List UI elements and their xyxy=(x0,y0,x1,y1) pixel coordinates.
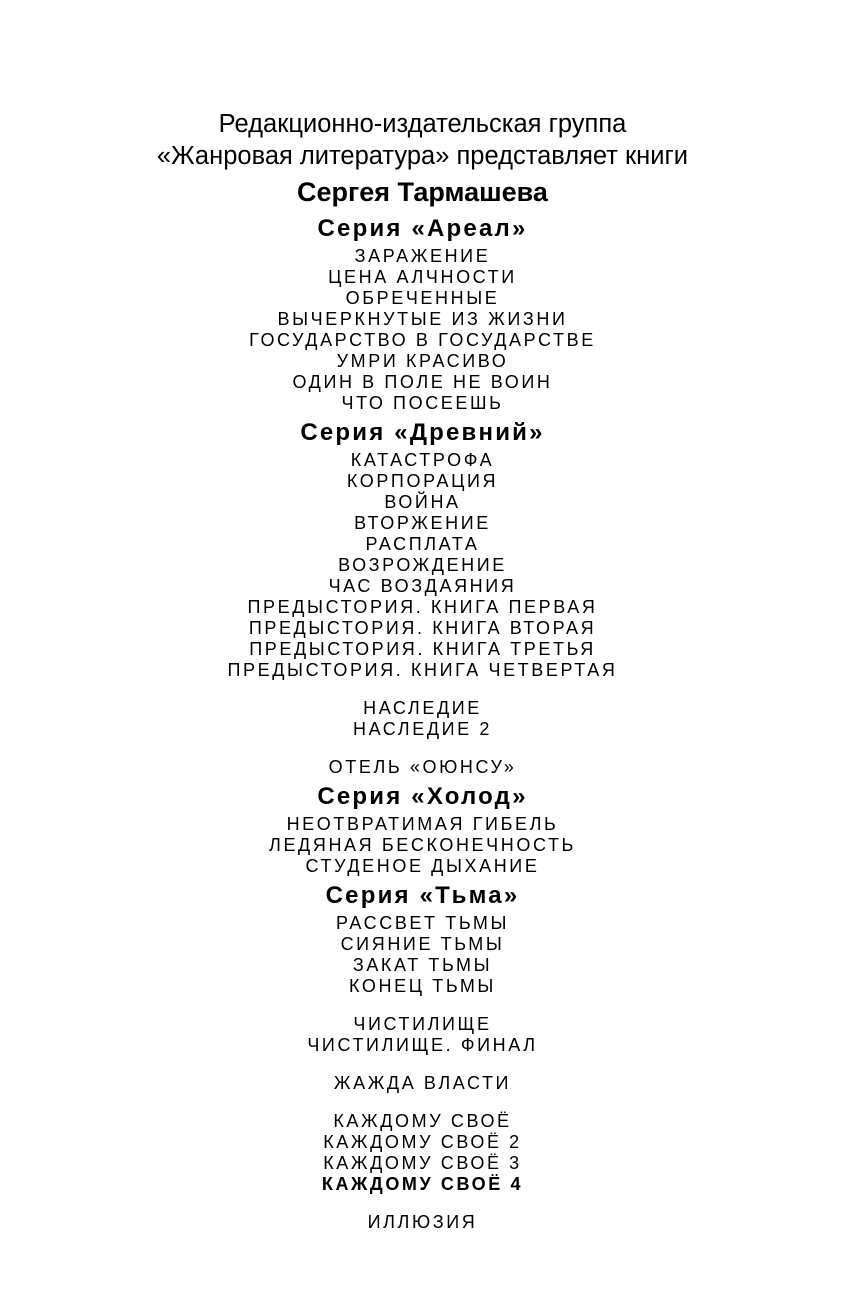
book-group xyxy=(249,246,596,414)
book-title: КАЖДОМУ СВОЁ xyxy=(333,1111,512,1131)
book-group xyxy=(322,1111,523,1195)
publisher-line-2: «Жанровая литература» представляет книги xyxy=(156,142,689,170)
book-title: УМРИ КРАСИВО xyxy=(336,351,509,371)
series-title-holod: Серия «Холод» xyxy=(317,783,528,810)
book-title: РАССВЕТ ТЬМЫ xyxy=(336,913,509,933)
book-title: НАСЛЕДИЕ 2 xyxy=(353,719,492,739)
book-title: ЖАЖДА ВЛАСТИ xyxy=(333,1073,512,1093)
book-group xyxy=(269,814,576,877)
book-group xyxy=(228,450,618,681)
book-title: НЕОТВРАТИМАЯ ГИБЕЛЬ xyxy=(286,814,559,834)
book-title: ЧИСТИЛИЩЕ xyxy=(353,1014,492,1034)
book-title: ВЫЧЕРКНУТЫЕ ИЗ ЖИЗНИ xyxy=(277,309,568,329)
book-title: ИЛЛЮЗИЯ xyxy=(367,1212,478,1232)
book-title: РАСПЛАТА xyxy=(365,534,480,554)
book-group xyxy=(334,1073,511,1094)
book-title: ЗАКАТ ТЬМЫ xyxy=(352,955,493,975)
book-title: КАТАСТРОФА xyxy=(350,450,495,470)
book-title: КОРПОРАЦИЯ xyxy=(346,471,499,491)
book-title: ОДИН В ПОЛЕ НЕ ВОИН xyxy=(292,372,553,392)
series-title-drevniy: Серия «Древний» xyxy=(300,419,545,446)
book-title: ПРЕДЫСТОРИЯ. КНИГА ПЕРВАЯ xyxy=(247,597,598,617)
book-title: ЗАРАЖЕНИЕ xyxy=(354,246,491,266)
book-title: СТУДЕНОЕ ДЫХАНИЕ xyxy=(305,856,540,876)
book-group xyxy=(353,698,492,740)
book-title: КАЖДОМУ СВОЁ 3 xyxy=(323,1153,522,1173)
book-title: КОНЕЦ ТЬМЫ xyxy=(349,976,496,996)
book-title: ВОЙНА xyxy=(384,492,461,512)
book-title: ОБРЕЧЕННЫЕ xyxy=(345,288,500,308)
book-title: ЧТО ПОСЕЕШЬ xyxy=(341,393,504,413)
book-title: ПРЕДЫСТОРИЯ. КНИГА ТРЕТЬЯ xyxy=(249,639,596,659)
book-title: КАЖДОМУ СВОЁ 2 xyxy=(323,1132,522,1152)
book-title: ЧАС ВОЗДАЯНИЯ xyxy=(328,576,517,596)
book-group xyxy=(336,913,509,997)
book-title: ПРЕДЫСТОРИЯ. КНИГА ЧЕТВЕРТАЯ xyxy=(227,660,618,680)
series-title-tma: Серия «Тьма» xyxy=(325,882,520,909)
book-group xyxy=(368,1212,478,1233)
book-title: ГОСУДАРСТВО В ГОСУДАРСТВЕ xyxy=(249,330,596,350)
book-title: НАСЛЕДИЕ xyxy=(363,698,482,718)
series-title-areal: Серия «Ареал» xyxy=(317,215,528,242)
book-title: ОТЕЛЬ «ОЮНСУ» xyxy=(328,757,517,777)
book-title-current: КАЖДОМУ СВОЁ 4 xyxy=(321,1174,524,1194)
book-title: ВОЗРОЖДЕНИЕ xyxy=(338,555,507,575)
publisher-line-1: Редакционно-издательская группа xyxy=(218,110,627,138)
book-title: СИЯНИЕ ТЬМЫ xyxy=(340,934,505,954)
book-title: ПРЕДЫСТОРИЯ. КНИГА ВТОРАЯ xyxy=(248,618,597,638)
book-title: ЛЕДЯНАЯ БЕСКОНЕЧНОСТЬ xyxy=(269,835,576,855)
book-title: ВТОРЖЕНИЕ xyxy=(354,513,491,533)
book-title: ЧИСТИЛИЩЕ. ФИНАЛ xyxy=(307,1035,538,1055)
book-group xyxy=(307,1014,537,1056)
book-group xyxy=(329,757,517,778)
author-name: Сергея Тармашева xyxy=(297,177,548,207)
book-title: ЦЕНА АЛЧНОСТИ xyxy=(328,267,517,287)
